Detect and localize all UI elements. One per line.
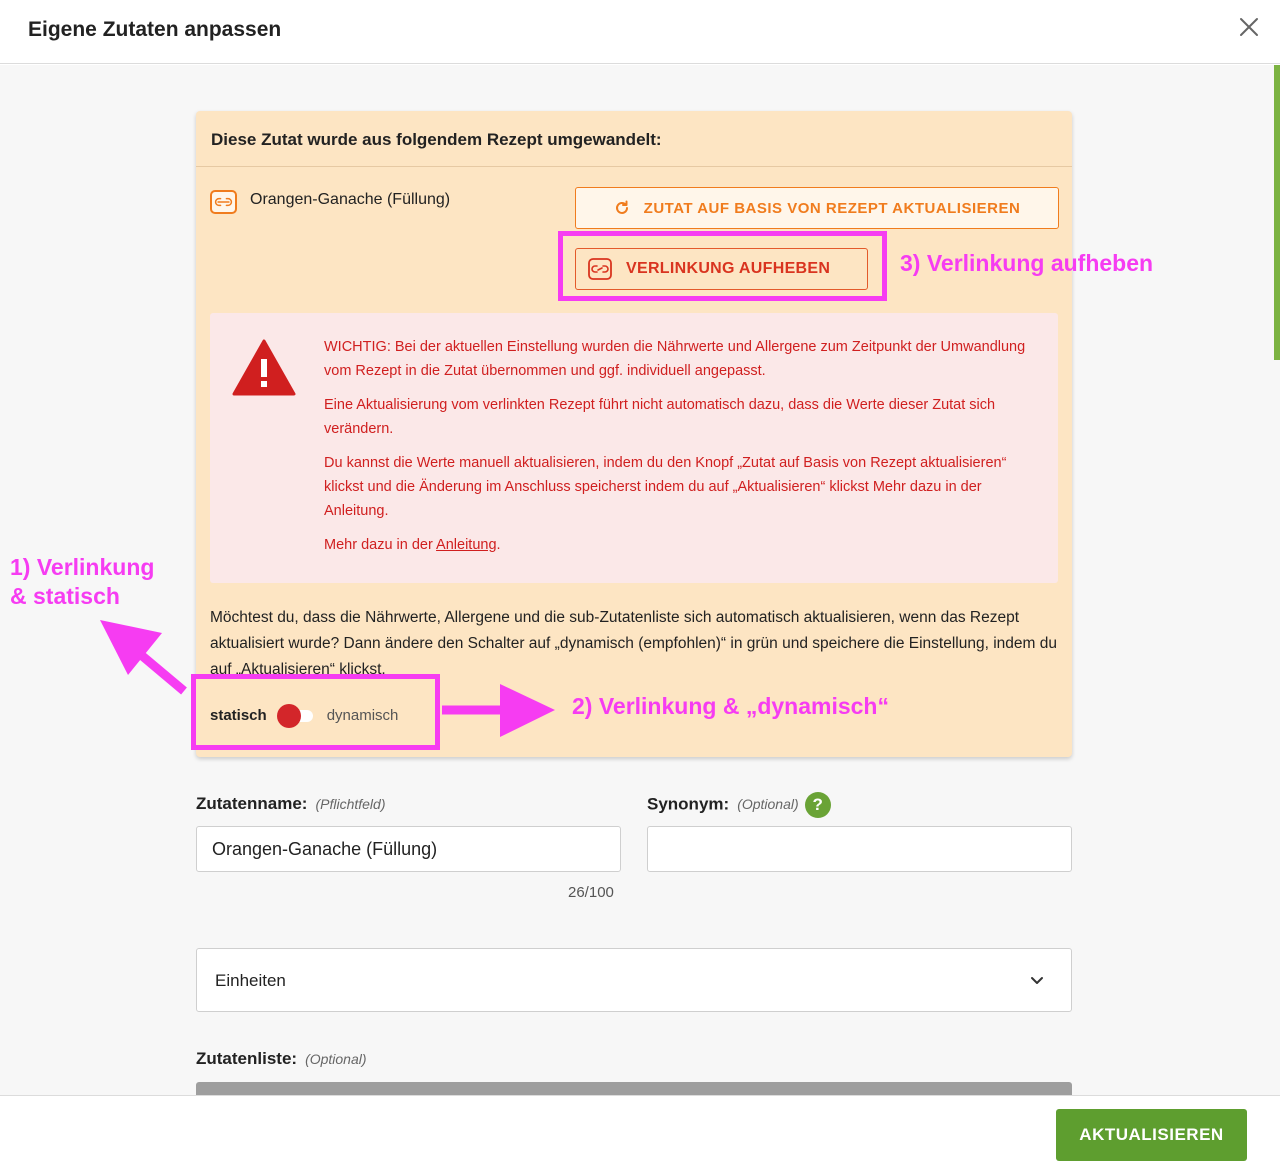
- linked-recipe-name[interactable]: Orangen-Ganache (Füllung): [250, 191, 451, 208]
- units-dropdown-label: Einheiten: [215, 971, 286, 990]
- toggle-static-label: statisch: [210, 706, 267, 724]
- warning-p4-suffix: .: [496, 537, 501, 553]
- warning-paragraph-1: WICHTIG: Bei der aktuellen Einstellung wurden die Nährwerte und Allergene zum Zeitpunkt der Umwandlung vom Rezept in die Zutat übernommen und ggf. individuell angepasst.: [324, 339, 1026, 379]
- save-button[interactable]: AKTUALISIEREN: [1056, 1109, 1247, 1161]
- ingredient-name-label-text: Zutatenname:: [196, 794, 308, 813]
- synonym-label: [647, 792, 831, 818]
- close-icon[interactable]: [1238, 16, 1260, 38]
- ingredients-list-hint: (Optional): [305, 1051, 367, 1067]
- toggle-dynamic-label: dynamisch: [326, 706, 399, 724]
- annotation-2-label: 2) Verlinkung & „dynamisch“: [572, 693, 889, 719]
- unlink-label: VERLINKUNG AUFHEBEN: [626, 260, 831, 277]
- warning-text: [324, 335, 1044, 567]
- dynamic-info-text: Möchtest du, dass die Nährwerte, Allergene und die sub-Zutatenliste sich automatisch aktualisieren, wenn das Rezept aktualisiert wurde? Dann ändere den Schalter auf „dynamisch (empfohlen)“ in grün und speichere die Einstellung, indem du auf „Aktualisieren“ klickst.: [210, 609, 1057, 678]
- warning-p4-prefix: Mehr dazu in der: [324, 537, 437, 553]
- modal-header: [0, 0, 1280, 64]
- manual-link[interactable]: Anleitung: [436, 537, 497, 553]
- card-heading: Diese Zutat wurde aus folgendem Rezept umgewandelt:: [211, 130, 662, 149]
- annotation-highlight-unlink: [558, 231, 887, 301]
- refresh-icon: [614, 200, 630, 216]
- scrollbar[interactable]: [1274, 65, 1280, 360]
- ingredient-name-hint: (Pflichtfeld): [315, 796, 386, 812]
- synonym-label-text: Synonym:: [647, 794, 730, 814]
- ingredients-list-label: [196, 1049, 367, 1069]
- synonym-input[interactable]: [647, 826, 1072, 872]
- update-from-recipe-label: ZUTAT AUF BASIS VON REZEPT AKTUALISIEREN: [643, 199, 1021, 217]
- ingredients-list-label-text: Zutatenliste:: [196, 1049, 298, 1068]
- link-icon: [210, 190, 237, 214]
- update-from-recipe-button[interactable]: [575, 187, 1059, 229]
- warning-triangle-icon: [232, 339, 296, 396]
- ingredients-list-editor-top: [196, 1082, 1072, 1095]
- help-icon[interactable]: ?: [805, 792, 831, 818]
- recipe-link-card: [196, 111, 1072, 757]
- units-dropdown[interactable]: [196, 948, 1072, 1012]
- annotation-1-line-1: 1) Verlinkung: [10, 554, 155, 580]
- ingredient-name-input[interactable]: Orangen-Ganache (Füllung): [196, 826, 621, 872]
- ingredient-name-label: [196, 794, 386, 814]
- warning-paragraph-2: Eine Aktualisierung vom verlinkten Rezept führt nicht automatisch dazu, dass die Werte dieser Zutat sich verändern.: [324, 397, 996, 437]
- annotation-3-label: 3) Verlinkung aufheben: [900, 250, 1154, 276]
- warning-paragraph-3: Du kannst die Werte manuell aktualisieren, indem du den Knopf „Zutat auf Basis von Rezept aktualisieren“ klickst und die Änderung im Anschluss speicherst indem du auf „Aktualisieren“ klickst Mehr dazu in der Anleitung.: [324, 455, 1007, 519]
- annotation-highlight-toggle: [191, 674, 440, 750]
- ingredient-name-counter: 26/100: [568, 884, 614, 901]
- annotation-1-label: [10, 553, 154, 611]
- synonym-hint: (Optional): [737, 796, 799, 813]
- annotation-1-line-2: & statisch: [10, 583, 120, 609]
- modal-title: Eigene Zutaten anpassen: [28, 18, 282, 41]
- warning-paragraph-4: [324, 533, 1044, 557]
- card-header: [196, 111, 1072, 167]
- warning-box: [210, 313, 1058, 583]
- chevron-down-icon: [1029, 973, 1045, 989]
